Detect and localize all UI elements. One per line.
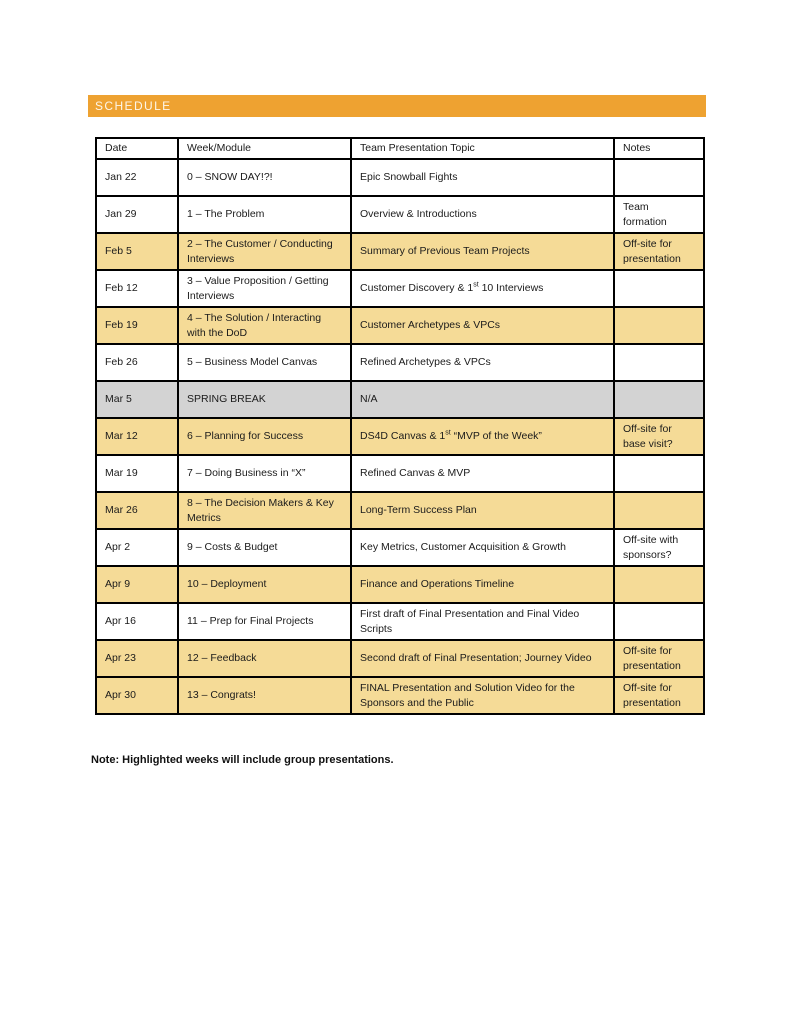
- cell-notes: [614, 159, 704, 196]
- cell-notes: [614, 307, 704, 344]
- cell-week-module: 0 – SNOW DAY!?!: [178, 159, 351, 196]
- table-row: [96, 677, 704, 714]
- text-segment: “MVP of the Week”: [450, 430, 542, 442]
- cell-date: Jan 29: [96, 196, 178, 233]
- cell-date: Apr 16: [96, 603, 178, 640]
- cell-notes: [614, 455, 704, 492]
- schedule-table-body: [96, 159, 704, 714]
- cell-topic: Second draft of Final Presentation; Journey Video: [351, 640, 614, 677]
- cell-week-module: 1 – The Problem: [178, 196, 351, 233]
- cell-week-module: 10 – Deployment: [178, 566, 351, 603]
- cell-topic: [351, 418, 614, 455]
- cell-topic: Finance and Operations Timeline: [351, 566, 614, 603]
- table-row: [96, 344, 704, 381]
- text-segment: DS4D Canvas & 1: [360, 430, 446, 442]
- table-header-row: [96, 138, 704, 159]
- cell-date: Apr 9: [96, 566, 178, 603]
- table-row: [96, 196, 704, 233]
- column-header-notes: Notes: [614, 138, 704, 159]
- cell-notes: [614, 344, 704, 381]
- schedule-table: [95, 137, 705, 715]
- table-row: [96, 381, 704, 418]
- schedule-banner: [88, 95, 706, 117]
- cell-topic: First draft of Final Presentation and Final Video Scripts: [351, 603, 614, 640]
- cell-topic: Customer Archetypes & VPCs: [351, 307, 614, 344]
- cell-topic: Epic Snowball Fights: [351, 159, 614, 196]
- cell-topic: Summary of Previous Team Projects: [351, 233, 614, 270]
- table-row: [96, 307, 704, 344]
- cell-notes: Team formation: [614, 196, 704, 233]
- table-row: [96, 270, 704, 307]
- cell-week-module: 3 – Value Proposition / Getting Interviews: [178, 270, 351, 307]
- cell-notes: [614, 270, 704, 307]
- text-segment: Customer Discovery & 1: [360, 282, 474, 294]
- superscript-text: st: [445, 429, 451, 437]
- cell-topic: Key Metrics, Customer Acquisition & Growth: [351, 529, 614, 566]
- cell-week-module: 5 – Business Model Canvas: [178, 344, 351, 381]
- cell-date: Feb 12: [96, 270, 178, 307]
- cell-week-module: 13 – Congrats!: [178, 677, 351, 714]
- cell-week-module: 11 – Prep for Final Projects: [178, 603, 351, 640]
- cell-week-module: 6 – Planning for Success: [178, 418, 351, 455]
- column-header-topic: Team Presentation Topic: [351, 138, 614, 159]
- cell-week-module: 4 – The Solution / Interacting with the DoD: [178, 307, 351, 344]
- cell-notes: Off-site with sponsors?: [614, 529, 704, 566]
- cell-notes: Off-site for presentation: [614, 640, 704, 677]
- cell-date: Mar 26: [96, 492, 178, 529]
- footnote: Note: Highlighted weeks will include group presentations.: [91, 754, 394, 766]
- cell-week-module: 9 – Costs & Budget: [178, 529, 351, 566]
- schedule-banner-label: SCHEDULE: [95, 99, 172, 113]
- table-row: [96, 233, 704, 270]
- cell-week-module: 8 – The Decision Makers & Key Metrics: [178, 492, 351, 529]
- cell-week-module: 2 – The Customer / Conducting Interviews: [178, 233, 351, 270]
- cell-date: Apr 2: [96, 529, 178, 566]
- table-row: [96, 159, 704, 196]
- cell-topic: Long-Term Success Plan: [351, 492, 614, 529]
- table-row: [96, 418, 704, 455]
- cell-week-module: 7 – Doing Business in “X”: [178, 455, 351, 492]
- cell-notes: Off-site for presentation: [614, 233, 704, 270]
- column-header-week-module: Week/Module: [178, 138, 351, 159]
- table-row: [96, 529, 704, 566]
- cell-date: Apr 23: [96, 640, 178, 677]
- cell-topic: Overview & Introductions: [351, 196, 614, 233]
- cell-notes: [614, 603, 704, 640]
- cell-topic: Refined Canvas & MVP: [351, 455, 614, 492]
- column-header-date: Date: [96, 138, 178, 159]
- cell-notes: [614, 492, 704, 529]
- cell-week-module: SPRING BREAK: [178, 381, 351, 418]
- cell-topic: FINAL Presentation and Solution Video for the Sponsors and the Public: [351, 677, 614, 714]
- cell-date: Feb 26: [96, 344, 178, 381]
- cell-date: Mar 19: [96, 455, 178, 492]
- table-row: [96, 603, 704, 640]
- cell-date: Feb 19: [96, 307, 178, 344]
- cell-topic: N/A: [351, 381, 614, 418]
- table-row: [96, 640, 704, 677]
- cell-date: Apr 30: [96, 677, 178, 714]
- table-row: [96, 566, 704, 603]
- cell-date: Jan 22: [96, 159, 178, 196]
- table-row: [96, 455, 704, 492]
- cell-notes: Off-site for base visit?: [614, 418, 704, 455]
- cell-notes: Off-site for presentation: [614, 677, 704, 714]
- cell-date: Mar 12: [96, 418, 178, 455]
- superscript-text: st: [473, 281, 479, 289]
- text-segment: 10 Interviews: [478, 282, 544, 294]
- cell-notes: [614, 381, 704, 418]
- cell-date: Mar 5: [96, 381, 178, 418]
- table-row: [96, 492, 704, 529]
- cell-date: Feb 5: [96, 233, 178, 270]
- cell-topic: Refined Archetypes & VPCs: [351, 344, 614, 381]
- cell-notes: [614, 566, 704, 603]
- cell-topic: [351, 270, 614, 307]
- cell-week-module: 12 – Feedback: [178, 640, 351, 677]
